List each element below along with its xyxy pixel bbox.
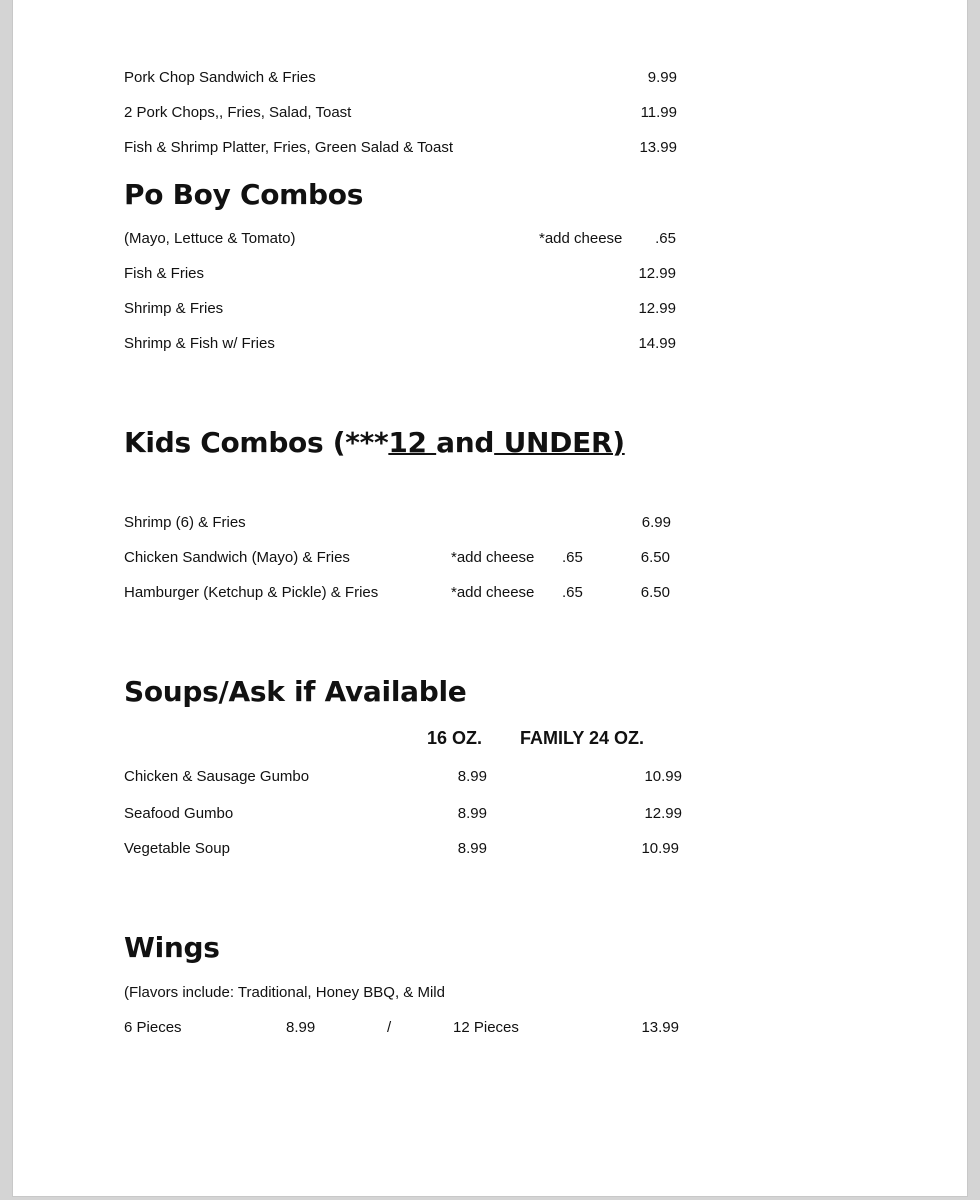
separator: / xyxy=(387,1019,392,1036)
menu-item xyxy=(13,766,967,788)
price-24oz: 12.99 xyxy=(644,805,682,822)
item-price: 8.99 xyxy=(286,1019,316,1036)
addon-label: *add cheese xyxy=(451,584,535,601)
item-name: Vegetable Soup xyxy=(124,840,230,857)
price-16oz: 8.99 xyxy=(457,805,487,822)
item-name: Pork Chop Sandwich & Fries xyxy=(124,69,316,86)
menu-item xyxy=(13,263,967,285)
item-name: Shrimp (6) & Fries xyxy=(124,514,246,531)
price-24oz: 10.99 xyxy=(644,768,682,785)
menu-item xyxy=(13,803,967,825)
item-name: 2 Pork Chops,, Fries, Salad, Toast xyxy=(124,104,352,121)
note-text: (Flavors include: Traditional, Honey BBQ, & Mild xyxy=(124,984,445,1001)
addon-price: .65 xyxy=(562,584,583,601)
menu-item xyxy=(13,582,967,604)
addon-label: *add cheese xyxy=(451,549,535,566)
item-name: Shrimp & Fries xyxy=(124,300,224,317)
item-name: 12 Pieces xyxy=(453,1019,519,1036)
kids-title-prefix: Kids Combos (*** xyxy=(124,426,389,459)
kids-title-and: and xyxy=(436,426,495,459)
price-24oz: 10.99 xyxy=(641,840,679,857)
section-heading-kids xyxy=(124,426,625,460)
addon-label: *add cheese xyxy=(539,230,623,247)
item-name: Shrimp & Fish w/ Fries xyxy=(124,335,275,352)
menu-item xyxy=(13,512,967,534)
item-name: Fish & Fries xyxy=(124,265,205,282)
menu-item xyxy=(13,298,967,320)
item-name: Fish & Shrimp Platter, Fries, Green Salad & Toast xyxy=(124,139,454,156)
section-heading-wings: Wings xyxy=(124,931,220,964)
item-name: Chicken Sandwich (Mayo) & Fries xyxy=(124,549,350,566)
kids-title-under: UNDER) xyxy=(494,426,625,459)
menu-item xyxy=(13,547,967,569)
menu-item xyxy=(13,1017,967,1039)
column-header-24oz: FAMILY 24 OZ. xyxy=(520,728,645,748)
item-price: 9.99 xyxy=(647,69,677,86)
menu-item xyxy=(13,67,967,89)
section-note xyxy=(13,228,967,250)
item-price: 13.99 xyxy=(639,139,677,156)
item-name: Seafood Gumbo xyxy=(124,805,234,822)
addon-price: .65 xyxy=(562,549,583,566)
item-name: Chicken & Sausage Gumbo xyxy=(124,768,310,785)
menu-item xyxy=(13,137,967,159)
item-price: 11.99 xyxy=(640,104,677,121)
section-heading-po-boy: Po Boy Combos xyxy=(124,178,364,211)
item-price: 14.99 xyxy=(638,335,676,352)
column-header-16oz: 16 OZ. xyxy=(427,728,483,748)
item-name: Hamburger (Ketchup & Pickle) & Fries xyxy=(124,584,379,601)
item-price: 13.99 xyxy=(641,1019,679,1036)
addon-price: .65 xyxy=(655,230,676,247)
item-price: 6.50 xyxy=(640,549,670,566)
menu-item xyxy=(13,333,967,355)
item-price: 6.50 xyxy=(640,584,670,601)
menu-item xyxy=(13,102,967,124)
menu-page xyxy=(12,0,968,1197)
item-name: 6 Pieces xyxy=(124,1019,182,1036)
price-16oz: 8.99 xyxy=(457,768,487,785)
item-price: 12.99 xyxy=(638,300,676,317)
kids-title-age: 12 xyxy=(388,426,437,459)
note-text: (Mayo, Lettuce & Tomato) xyxy=(124,230,296,247)
price-16oz: 8.99 xyxy=(457,840,487,857)
section-heading-soups: Soups/Ask if Available xyxy=(124,675,467,708)
section-note xyxy=(13,982,967,1004)
menu-item xyxy=(13,838,967,860)
item-price: 6.99 xyxy=(641,514,671,531)
item-price: 12.99 xyxy=(638,265,676,282)
